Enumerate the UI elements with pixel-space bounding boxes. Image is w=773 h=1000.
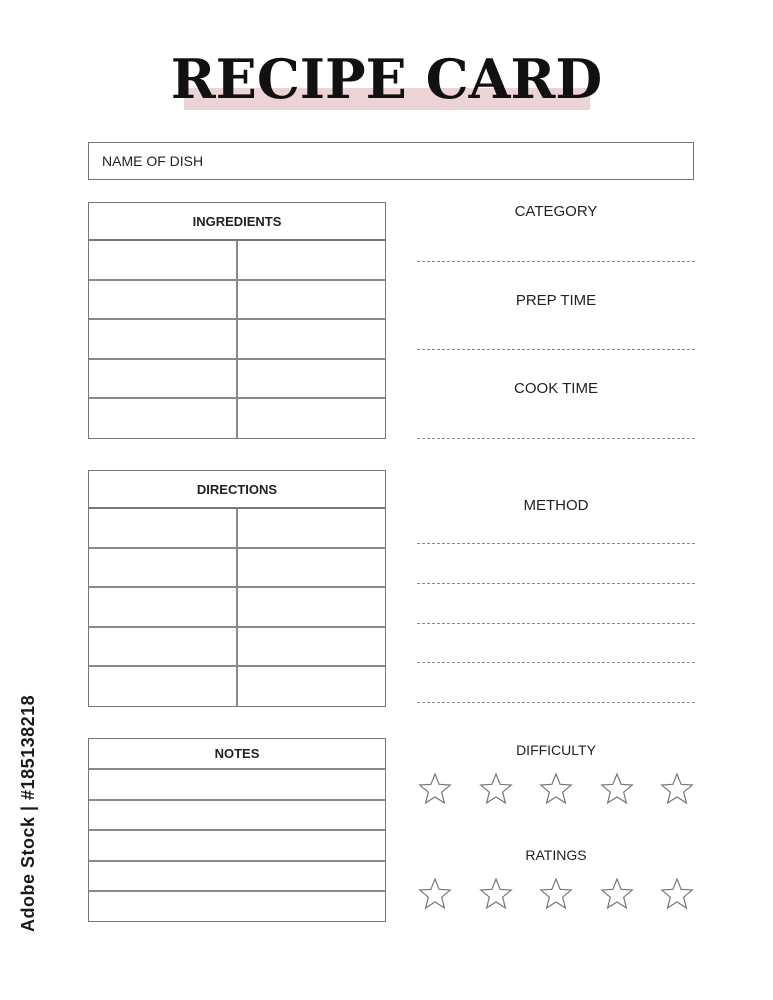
table-row bbox=[89, 399, 385, 439]
table-row bbox=[89, 549, 385, 589]
star-outline-icon[interactable] bbox=[417, 876, 453, 912]
table-cell[interactable] bbox=[89, 360, 236, 398]
directions-table bbox=[88, 470, 386, 707]
star-outline-icon[interactable] bbox=[478, 771, 514, 807]
method-label: METHOD bbox=[523, 497, 589, 514]
notes-header: NOTES bbox=[89, 739, 385, 770]
category-label: CATEGORY bbox=[514, 203, 598, 220]
table-cell[interactable] bbox=[236, 360, 385, 398]
table-cell[interactable] bbox=[89, 399, 236, 439]
prep-time-line[interactable] bbox=[417, 349, 695, 350]
star-outline-icon[interactable] bbox=[599, 876, 635, 912]
star-outline-icon[interactable] bbox=[659, 771, 695, 807]
title-block bbox=[0, 44, 773, 124]
table-cell[interactable] bbox=[89, 667, 236, 707]
table-cell[interactable] bbox=[89, 320, 236, 358]
table-row bbox=[89, 667, 385, 707]
table-cell[interactable] bbox=[236, 320, 385, 358]
table-cell[interactable] bbox=[89, 549, 236, 587]
notes-line[interactable] bbox=[89, 892, 385, 923]
prep-time-label: PREP TIME bbox=[515, 292, 597, 309]
ratings-label: RATINGS bbox=[525, 847, 587, 863]
method-line[interactable] bbox=[417, 662, 695, 663]
stock-id-text: Adobe Stock | #185138218 bbox=[18, 694, 38, 932]
difficulty-stars bbox=[417, 771, 695, 807]
table-cell[interactable] bbox=[89, 509, 236, 547]
table-cell[interactable] bbox=[89, 588, 236, 626]
table-cell[interactable] bbox=[89, 241, 236, 279]
table-row bbox=[89, 628, 385, 668]
table-row bbox=[89, 360, 385, 400]
table-cell[interactable] bbox=[89, 281, 236, 319]
ingredients-table bbox=[88, 202, 386, 439]
star-outline-icon[interactable] bbox=[538, 771, 574, 807]
cook-time-line[interactable] bbox=[417, 438, 695, 439]
table-cell[interactable] bbox=[236, 588, 385, 626]
table-cell[interactable] bbox=[236, 509, 385, 547]
table-row bbox=[89, 588, 385, 628]
star-outline-icon[interactable] bbox=[538, 876, 574, 912]
notes-line[interactable] bbox=[89, 862, 385, 893]
ingredients-header: INGREDIENTS bbox=[89, 203, 385, 241]
notes-line[interactable] bbox=[89, 801, 385, 832]
method-line[interactable] bbox=[417, 702, 695, 703]
difficulty-label: DIFFICULTY bbox=[516, 742, 596, 758]
dish-name-field[interactable] bbox=[88, 142, 694, 180]
directions-header: DIRECTIONS bbox=[89, 471, 385, 509]
method-line[interactable] bbox=[417, 543, 695, 544]
category-line[interactable] bbox=[417, 261, 695, 262]
notes-line[interactable] bbox=[89, 770, 385, 801]
cook-time-label: COOK TIME bbox=[514, 380, 598, 397]
table-cell[interactable] bbox=[236, 281, 385, 319]
dish-name-label: NAME OF DISH bbox=[102, 153, 204, 169]
notes-table bbox=[88, 738, 386, 922]
table-cell[interactable] bbox=[236, 241, 385, 279]
method-line[interactable] bbox=[417, 623, 695, 624]
table-cell[interactable] bbox=[236, 399, 385, 439]
table-row bbox=[89, 320, 385, 360]
table-row bbox=[89, 281, 385, 321]
page-title: RECIPE CARD bbox=[170, 47, 603, 111]
ratings-stars bbox=[417, 876, 695, 912]
star-outline-icon[interactable] bbox=[659, 876, 695, 912]
star-outline-icon[interactable] bbox=[478, 876, 514, 912]
table-row bbox=[89, 241, 385, 281]
stock-id-watermark bbox=[4, 694, 44, 940]
table-cell[interactable] bbox=[236, 628, 385, 666]
method-line[interactable] bbox=[417, 583, 695, 584]
notes-line[interactable] bbox=[89, 831, 385, 862]
star-outline-icon[interactable] bbox=[599, 771, 635, 807]
table-cell[interactable] bbox=[89, 628, 236, 666]
table-row bbox=[89, 509, 385, 549]
table-cell[interactable] bbox=[236, 549, 385, 587]
star-outline-icon[interactable] bbox=[417, 771, 453, 807]
table-cell[interactable] bbox=[236, 667, 385, 707]
